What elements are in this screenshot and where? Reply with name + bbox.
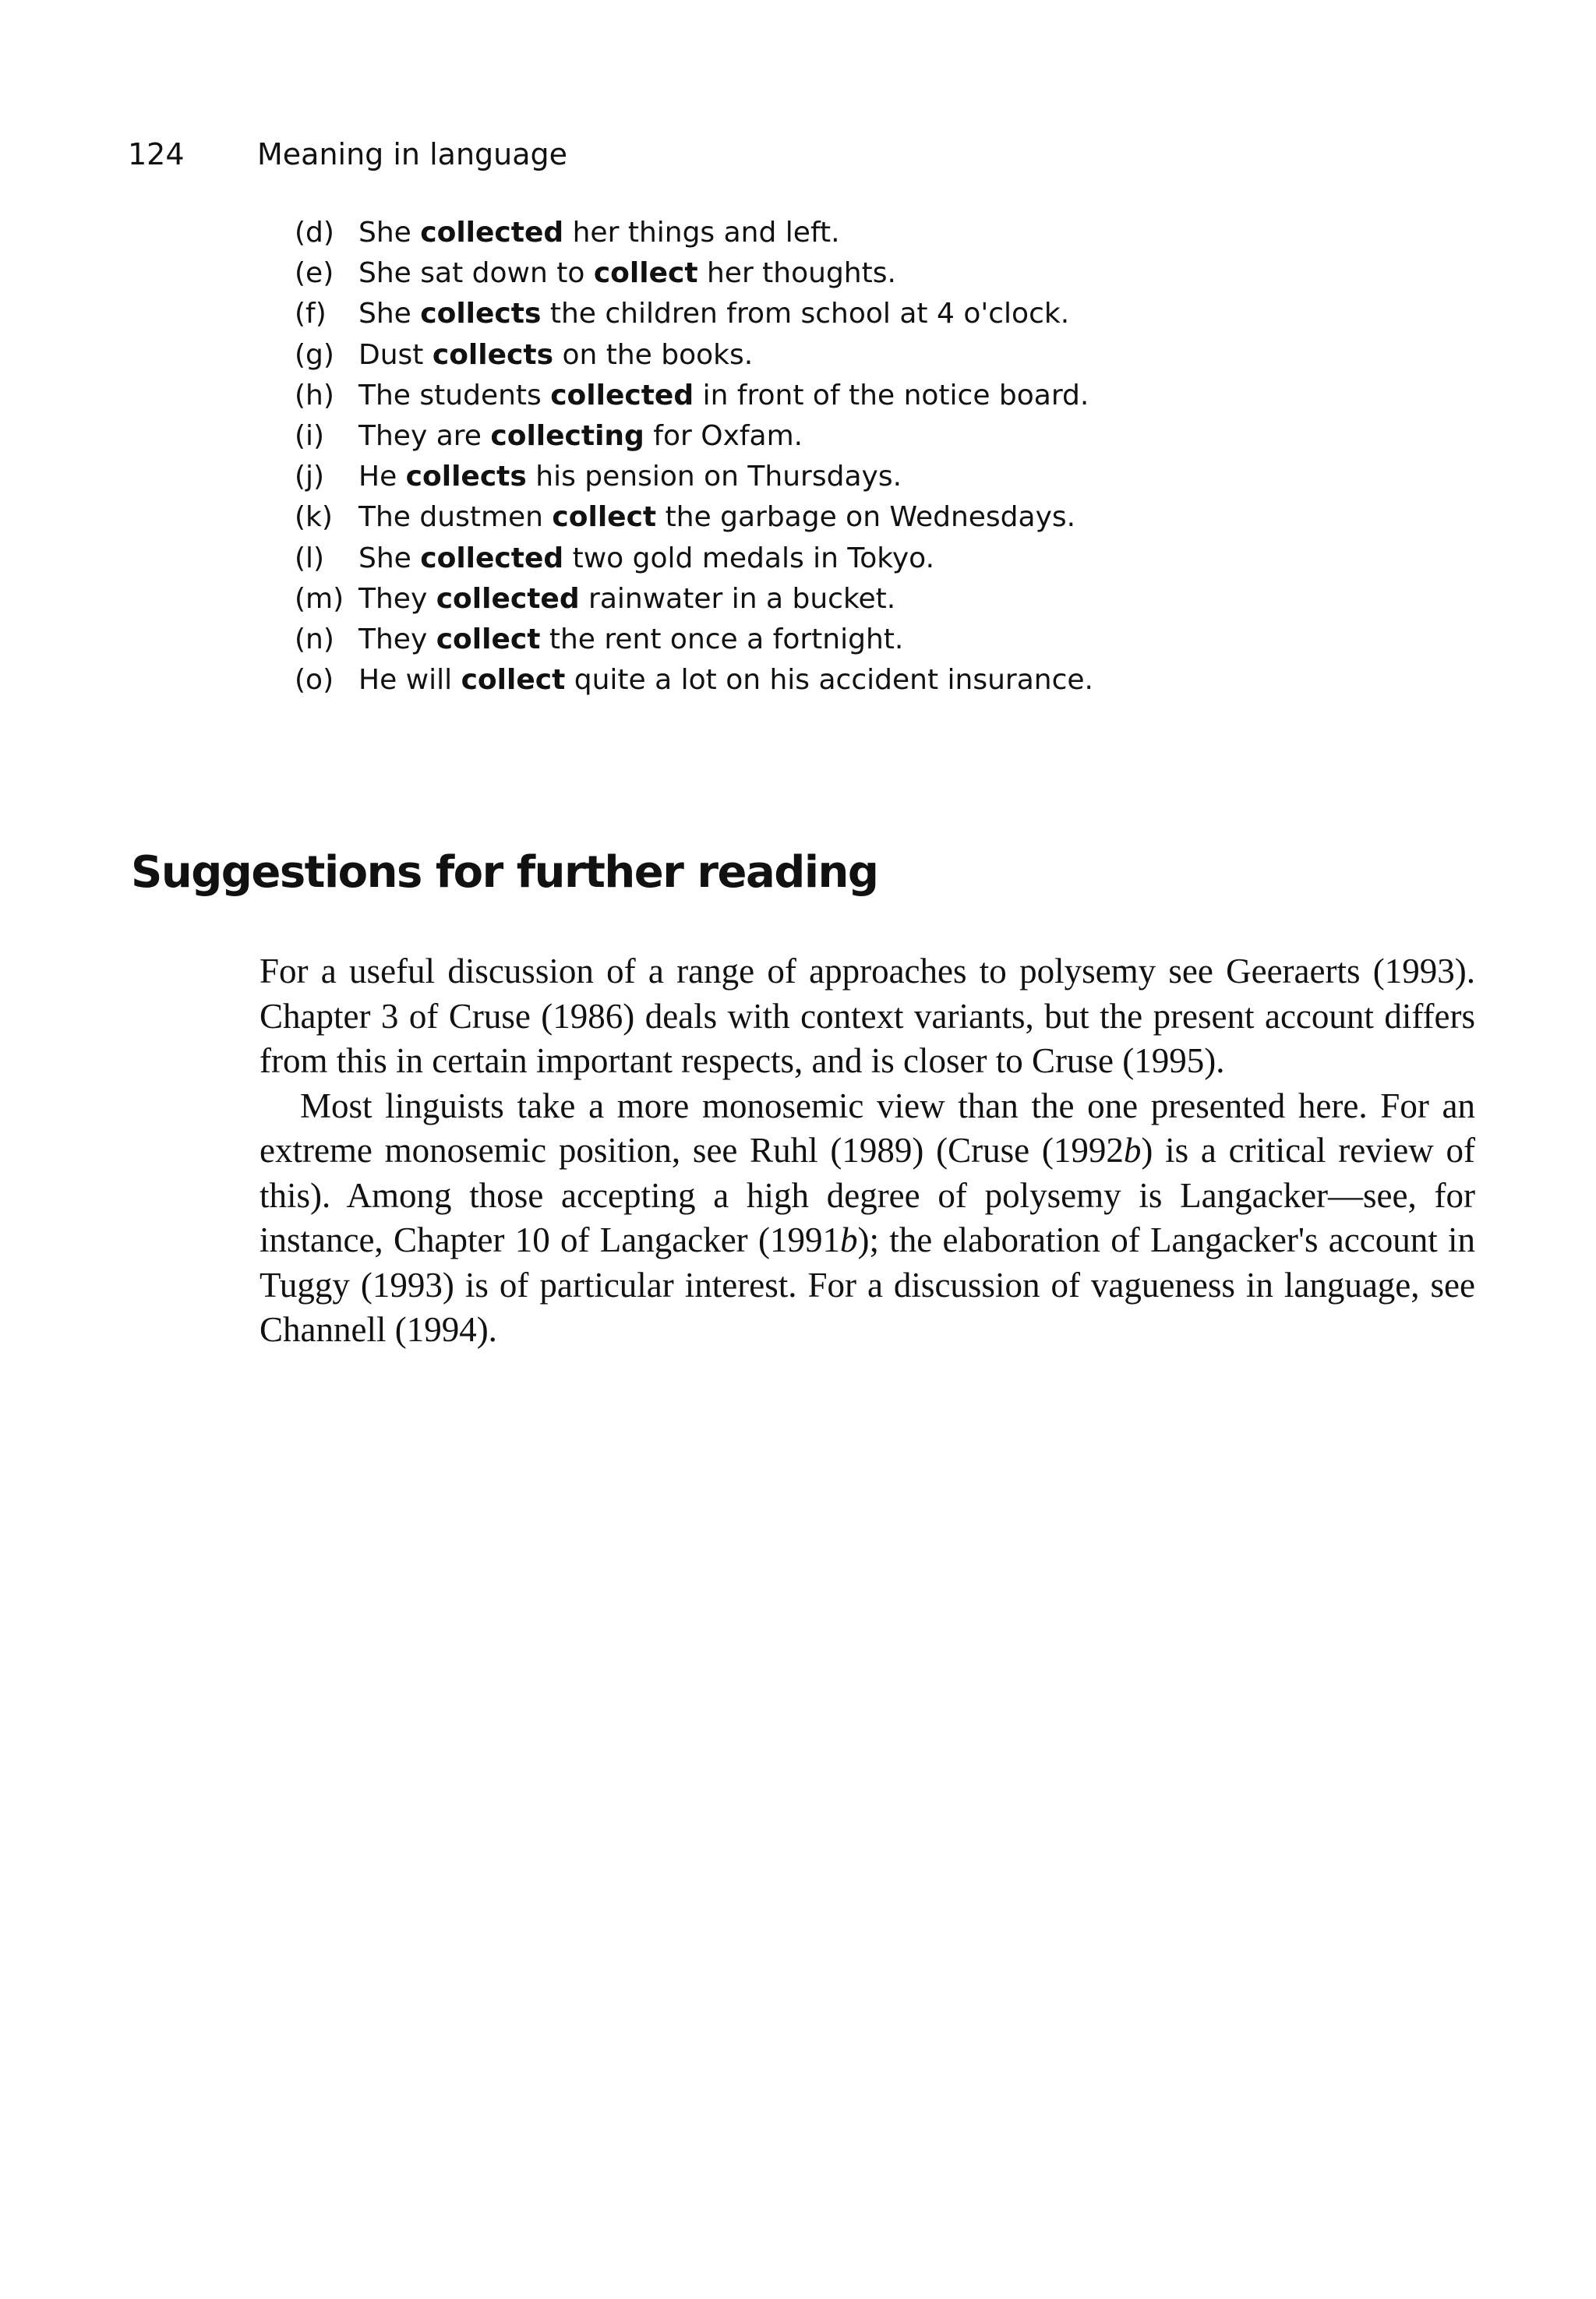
example-label: (f) (295, 298, 327, 330)
example-verb: collected (420, 217, 564, 249)
example-verb: collected (550, 379, 694, 411)
example-item (295, 539, 1093, 579)
running-head (128, 131, 567, 178)
example-label: (e) (295, 257, 334, 290)
example-item (295, 579, 1093, 620)
paragraph: Most linguists take a more monosemic view than the one presented here. For an extreme monosemic position, see Ruhl (1989) (Cruse (1992b) is a critical review of this). Among those accepting a high degree of polysemy is Langacker—see, for instance, Chapter 10 of Langacker (1991b); the elaboration of Langacker's account in Tuggy (1993) is of particular interest. For a discussion of vagueness in language, see Channell (1994). (260, 1086, 1475, 1349)
example-sentence: He collects his pension on Thursdays. (358, 461, 902, 493)
example-label: (o) (295, 664, 334, 697)
example-sentence: The students collected in front of the notice board. (358, 379, 1089, 411)
example-label: (k) (295, 501, 333, 534)
example-sentence: She sat down to collect her thoughts. (358, 257, 896, 290)
example-verb: collecting (490, 420, 644, 453)
running-title: Meaning in language (257, 137, 568, 171)
example-verb: collect (461, 664, 566, 697)
example-verb: collect (593, 257, 698, 290)
paragraph: For a useful discussion of a range of approaches to polysemy see Geeraerts (1993). Chapter 3 of Cruse (1986) deals with context variants, but the present account differs from this in certain important respects, and is closer to Cruse (1995). (260, 952, 1475, 1080)
example-label: (j) (295, 461, 325, 493)
example-label: (i) (295, 420, 325, 453)
example-label: (d) (295, 217, 334, 249)
example-item (295, 620, 1093, 660)
further-reading-body (260, 949, 1475, 1353)
example-verb: collected (420, 542, 564, 574)
section-heading: Suggestions for further reading (131, 847, 878, 898)
example-item (295, 660, 1093, 701)
example-label: (m) (295, 582, 344, 615)
example-label: (g) (295, 338, 334, 371)
example-verb: collect (436, 623, 541, 656)
example-sentence: She collected two gold medals in Tokyo. (358, 542, 935, 574)
example-item (295, 294, 1093, 334)
example-sentence: They collect the rent once a fortnight. (358, 623, 904, 656)
example-sentence: He will collect quite a lot on his accident insurance. (358, 664, 1093, 697)
example-verb: collects (432, 338, 554, 371)
example-verb: collected (436, 582, 580, 615)
example-verb: collects (405, 461, 527, 493)
example-label: (l) (295, 542, 325, 574)
example-label: (n) (295, 623, 334, 656)
example-sentence: She collects the children from school at 4 o'clock. (358, 298, 1070, 330)
example-item (295, 335, 1093, 376)
example-sentence: They are collecting for Oxfam. (358, 420, 803, 453)
example-verb: collect (552, 501, 657, 534)
example-label: (h) (295, 379, 334, 411)
example-item (295, 457, 1093, 497)
example-sentence: Dust collects on the books. (358, 338, 754, 371)
example-item (295, 253, 1093, 294)
example-item (295, 497, 1093, 538)
example-item (295, 376, 1093, 416)
example-sentence: The dustmen collect the garbage on Wednesdays. (358, 501, 1076, 534)
example-item (295, 213, 1093, 253)
example-sentence: She collected her things and left. (358, 217, 840, 249)
example-list (295, 213, 1093, 701)
example-item (295, 416, 1093, 457)
page-number: 124 (128, 137, 185, 171)
example-sentence: They collected rainwater in a bucket. (358, 582, 896, 615)
example-verb: collects (420, 298, 542, 330)
